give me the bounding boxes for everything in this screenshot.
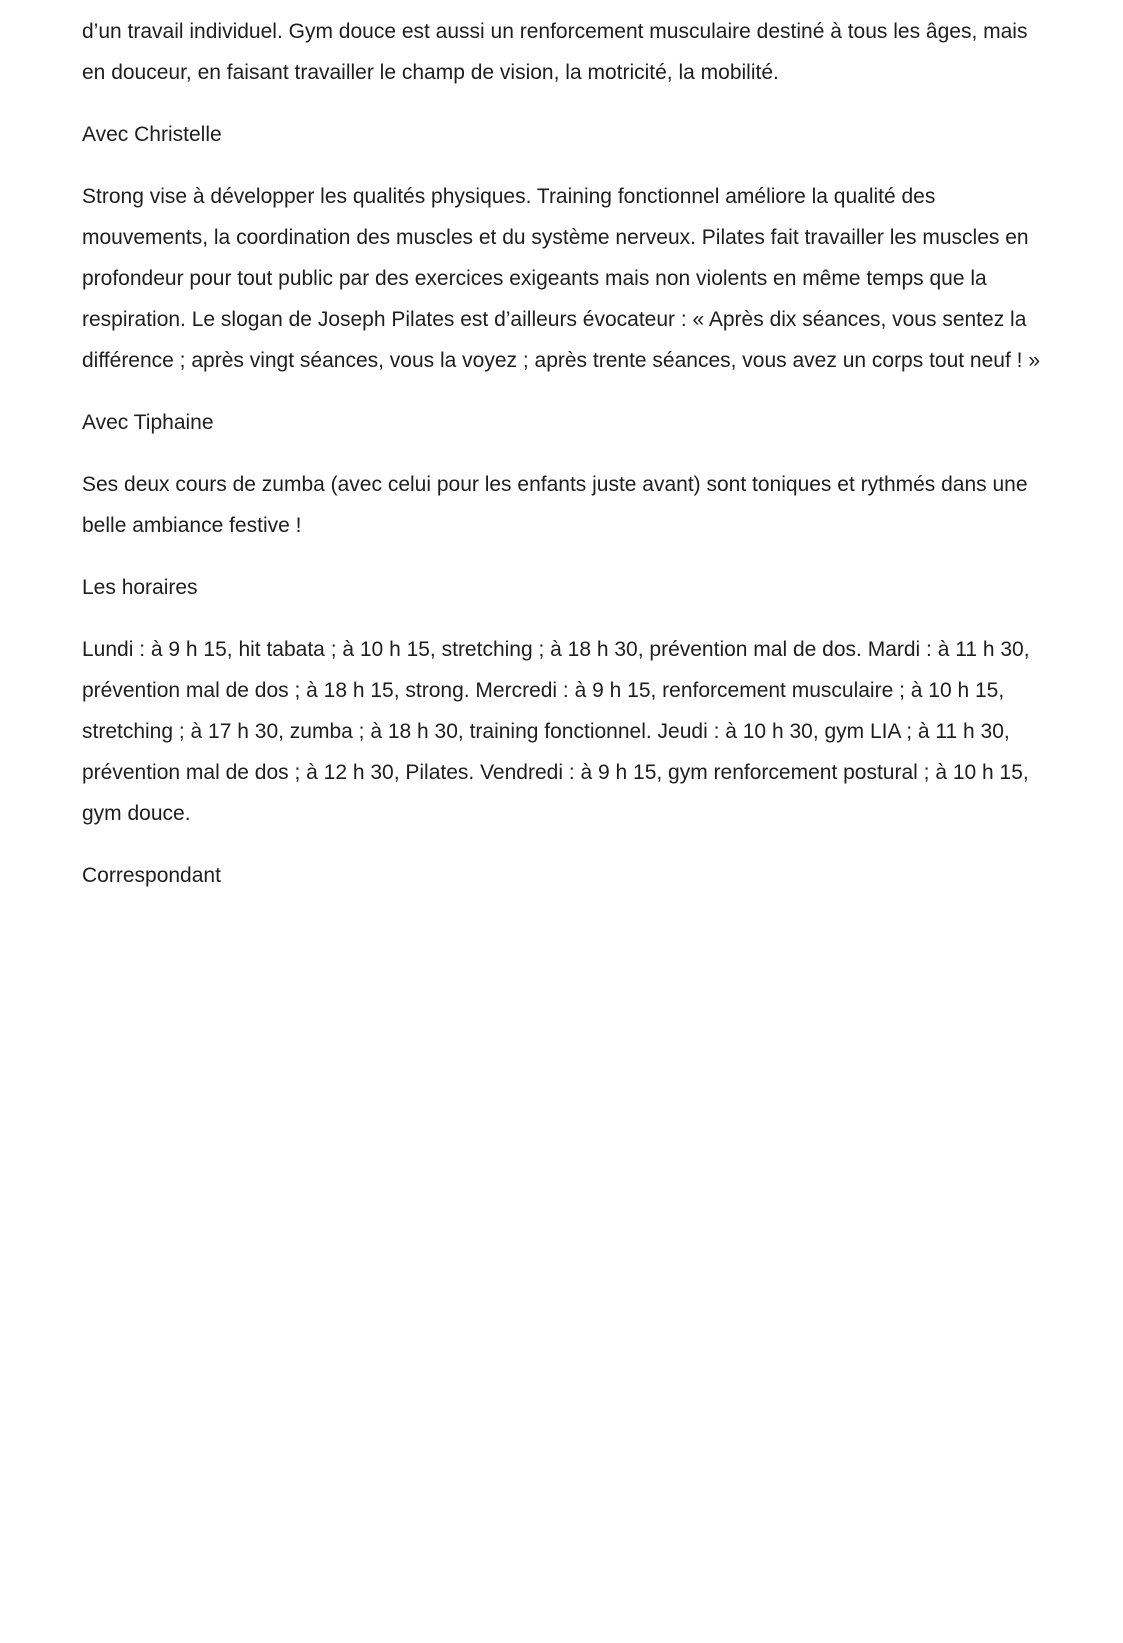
paragraph-intro-continuation: d’un travail individuel. Gym douce est aussi un renforcement musculaire destiné à tous les âges, mais en douceur, en faisant travailler le champ de vision, la motricité, la mobilité. <box>82 20 1028 84</box>
paragraph-christelle-courses: Strong vise à développer les qualités physiques. Training fonctionnel améliore la qualité des mouvements, la coordination des muscles et du système nerveux. Pilates fait travailler les muscles en profondeur pour tout public par des exercices exigeants mais non violents en même temps que la respiration. Le slogan de Joseph Pilates est d’ailleurs évocateur : « Après dix séances, vous sentez la différence ; après vingt séances, vous la voyez ; après trente séances, vous avez un corps tout neuf ! » <box>82 185 1040 372</box>
heading-les-horaires: Les horaires <box>82 576 198 599</box>
signature-correspondant: Correspondant <box>82 864 221 887</box>
heading-avec-tiphaine: Avec Tiphaine <box>82 411 214 434</box>
document-page <box>82 11 1042 917</box>
paragraph-schedule: Lundi : à 9 h 15, hit tabata ; à 10 h 15, stretching ; à 18 h 30, prévention mal de dos. Mardi : à 11 h 30, prévention mal de dos ; à 18 h 15, strong. Mercredi : à 9 h 15, renforcement musculaire ; à 10 h 15, stretching ; à 17 h 30, zumba ; à 18 h 30, training fonctionnel. Jeudi : à 10 h 30, gym LIA ; à 11 h 30, prévention mal de dos ; à 12 h 30, Pilates. Vendredi : à 9 h 15, gym renforcement postural ; à 10 h 15, gym douce. <box>82 638 1030 825</box>
heading-avec-christelle: Avec Christelle <box>82 123 222 146</box>
paragraph-tiphaine-courses: Ses deux cours de zumba (avec celui pour les enfants juste avant) sont toniques et rythmés dans une belle ambiance festive ! <box>82 473 1028 537</box>
